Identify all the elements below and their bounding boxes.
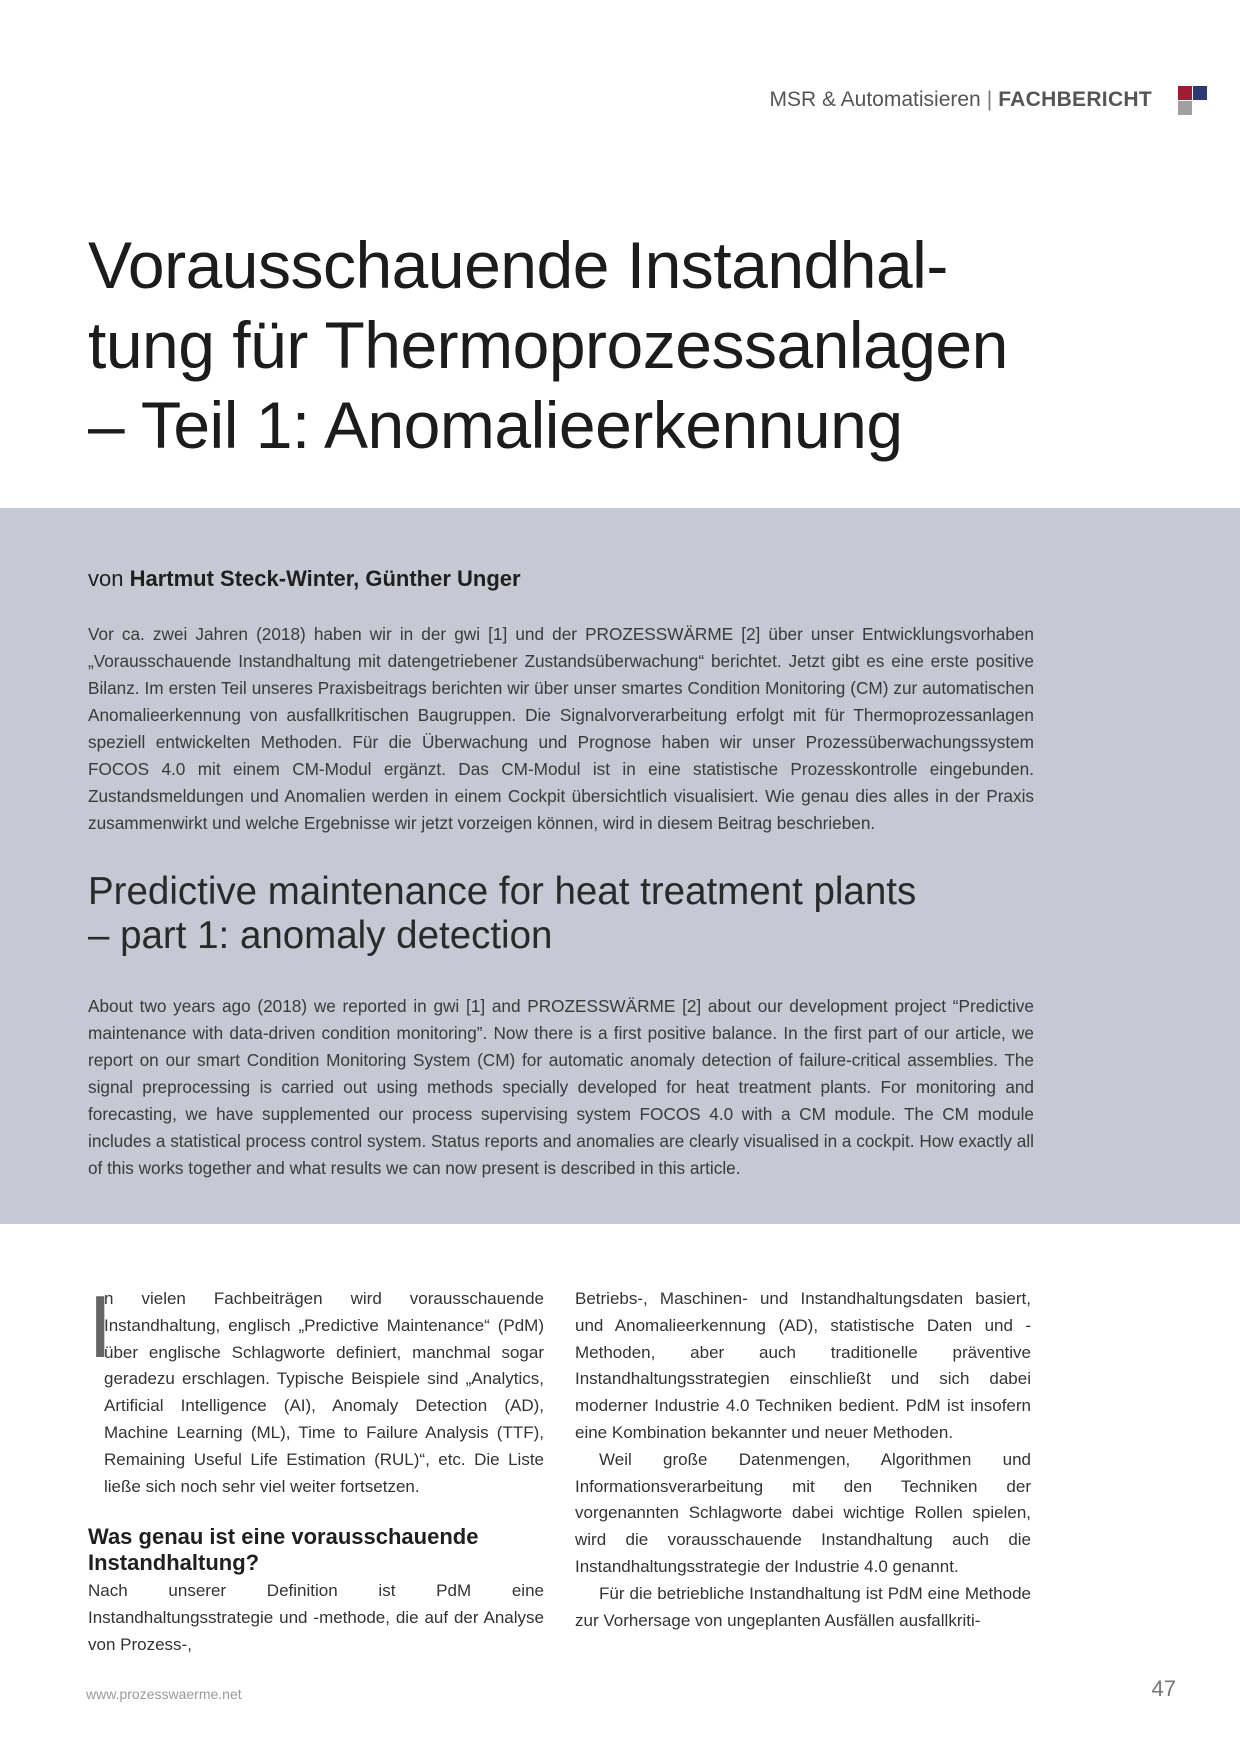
title-line-1: Vorausschauende Instandhal- [88, 228, 948, 302]
section-heading: Was genau ist eine vorausschauende Instandhaltung? [88, 1524, 479, 1576]
logo-square-red [1178, 86, 1192, 100]
abstract-german: Vor ca. zwei Jahren (2018) haben wir in der gwi [1] und der PROZESSWÄRME [2] über unser Entwicklungsvorhaben „Vorausschauende Instandhaltung mit datengetriebener Zustandsüberwachung“ berichtet. Jetzt gibt es eine erste positive Bilanz. Im ersten Teil unseres Praxisbeitrags berichten wir über unser smartes Condition Monitoring (CM) zur automatischen Anomalieerkennung von ausfallkritischen Baugruppen. Die Signalvorverarbeitung erfolgt mit für Thermoprozessanlagen speziell entwickelten Methoden. Für die Überwachung und Prognose haben wir unser Prozessüberwachungssystem FOCOS 4.0 mit einem CM-Modul ergänzt. Das CM-Modul ist in eine statistische Prozesskontrolle eingebunden. Zustandsmeldungen und Anomalien werden in einem Cockpit übersichtlich visualisiert. Wie genau dies alles in der Praxis zusammenwirkt und welche Ergebnisse wir jetzt vorzeigen können, wird in diesem Beitrag beschrieben. [88, 624, 1034, 833]
english-title-line-1: Predictive maintenance for heat treatment plants [88, 870, 917, 913]
running-header [769, 88, 1152, 112]
logo-square-blue [1193, 86, 1207, 100]
body-column-left [88, 1277, 544, 1659]
header-separator: | [986, 88, 993, 111]
body-column-right [575, 1286, 1031, 1634]
author-prefix: von [88, 566, 124, 591]
section-name: MSR & Automatisieren [769, 88, 981, 111]
author-line [88, 566, 521, 592]
title-line-3: – Teil 1: Anomalieerkennung [88, 388, 903, 462]
page-number: 47 [1151, 1676, 1176, 1701]
article-title [88, 225, 1088, 465]
body-paragraph: Betriebs-, Maschinen- und Instandhaltungsdaten basiert, und Anomalieerkennung (AD), statistische Daten und -Methoden, aber auch traditionelle präventive Instandhaltungsstrategien einschließt und sich dabei moderner Industrie 4.0 Techniken bedient. PdM ist insofern eine Kombination bekannter und neuer Methoden. [575, 1289, 1031, 1442]
publisher-logo-icon [1178, 86, 1210, 118]
body-paragraph: Für die betriebliche Instandhaltung ist PdM eine Methode zur Vorhersage von ungeplanten Ausfällen ausfallkriti- [575, 1583, 1031, 1630]
body-paragraph: Weil große Datenmengen, Algorithmen und Informationsverarbeitung mit den Techniken der vorgenannten Schlagworte dabei wichtige Rollen spielen, wird die vorausschauende Instandhaltung auch die Instandhaltungsstrategie der Industrie 4.0 genannt. [575, 1449, 1031, 1576]
abstract-english: About two years ago (2018) we reported in gwi [1] and PROZESSWÄRME [2] about our development project “Predictive maintenance with data-driven condition monitoring”. Now there is a first positive balance. In the first part of our article, we report on our smart Condition Monitoring System (CM) for automatic anomaly detection of failure-critical assemblies. The signal preprocessing is carried out using methods specially developed for heat treatment plants. For monitoring and forecasting, we have supplemented our process supervising system FOCOS 4.0 with a CM module. The CM module includes a statistical process control system. Status reports and anomalies are clearly visualised in a cockpit. How exactly all of this works together and what results we can now present is described in this article. [88, 996, 1034, 1178]
english-title-line-2: – part 1: anomaly detection [88, 914, 553, 957]
drop-cap: I [88, 1277, 113, 1376]
title-line-2: tung für Thermoprozessanlagen [88, 308, 1008, 382]
english-title [88, 870, 1088, 958]
logo-square-grey [1178, 101, 1192, 115]
author-names: Hartmut Steck-Winter, Günther Unger [129, 566, 521, 591]
article-type: FACHBERICHT [998, 88, 1152, 111]
intro-paragraph [88, 1277, 544, 1500]
intro-text: n vielen Fachbeiträgen wird vorausschauende Instandhaltung, englisch „Predictive Maintenance“ (PdM) über englische Schlagworte definiert, manchmal sogar geradezu erschlagen. Typische Beispiele sind „Analytics, Artificial Intelligence (AI), Anomaly Detection (AD), Machine Learning (ML), Time to Failure Analysis (TTF), Remaining Useful Life Estimation (RUL)“, etc. Die Liste ließe sich noch sehr viel weiter fortsetzen. [104, 1289, 544, 1496]
footer-url: www.prozesswaerme.net [86, 1686, 242, 1702]
body-paragraph: Nach unserer Definition ist PdM eine Instandhaltungsstrategie und -methode, die auf der Analyse von Prozess-, [88, 1581, 544, 1654]
